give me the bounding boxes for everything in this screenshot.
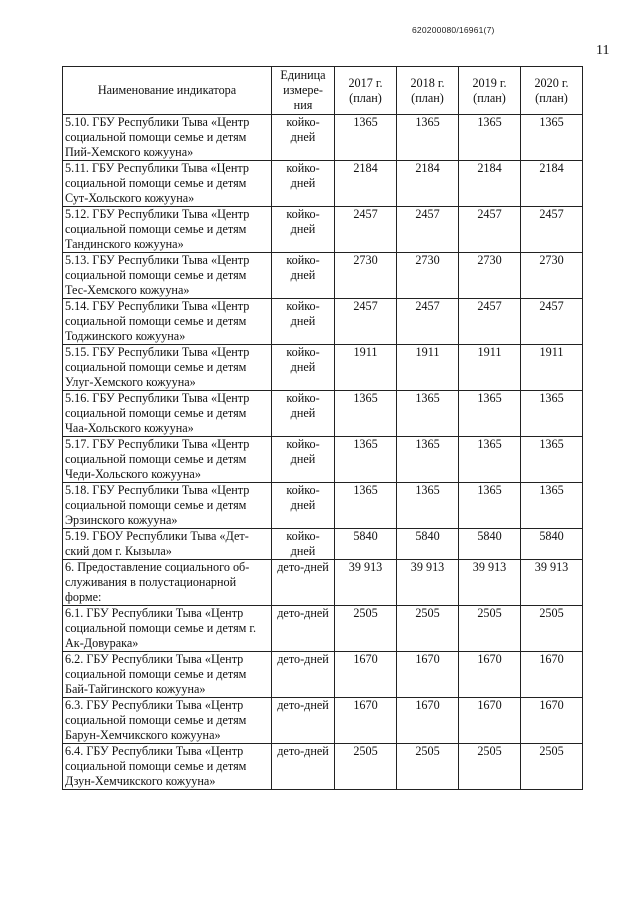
value-2018: 1670 bbox=[397, 698, 459, 744]
value-2018: 2457 bbox=[397, 207, 459, 253]
header-2018: 2018 г. (план) bbox=[397, 67, 459, 115]
indicator-name: 5.17. ГБУ Республики Тыва «Центр социальной помощи семье и детям Чеди-Хольского кожууна» bbox=[63, 437, 272, 483]
indicator-name: 5.19. ГБОУ Республики Тыва «Дет-ский дом г. Кызыла» bbox=[63, 529, 272, 560]
value-2018: 1365 bbox=[397, 483, 459, 529]
indicator-unit: дето-дней bbox=[272, 698, 335, 744]
page-number: 11 bbox=[596, 43, 610, 58]
value-2017: 1911 bbox=[335, 345, 397, 391]
value-2020: 2457 bbox=[521, 299, 583, 345]
table-row bbox=[63, 115, 583, 161]
indicator-unit: койко-дней bbox=[272, 115, 335, 161]
indicator-name: 6.2. ГБУ Республики Тыва «Центр социальной помощи семье и детям Бай-Тайгинского кожууна» bbox=[63, 652, 272, 698]
table-row bbox=[63, 529, 583, 560]
value-2020: 1365 bbox=[521, 391, 583, 437]
value-2020: 39 913 bbox=[521, 560, 583, 606]
value-2017: 1365 bbox=[335, 115, 397, 161]
value-2018: 2184 bbox=[397, 161, 459, 207]
value-2020: 2457 bbox=[521, 207, 583, 253]
indicator-name: 6. Предоставление социального об-служивания в полустационарной форме: bbox=[63, 560, 272, 606]
value-2020: 2505 bbox=[521, 744, 583, 790]
value-2018: 5840 bbox=[397, 529, 459, 560]
indicator-unit: койко-дней bbox=[272, 207, 335, 253]
value-2019: 1670 bbox=[459, 698, 521, 744]
value-2020: 1365 bbox=[521, 483, 583, 529]
value-2019: 2457 bbox=[459, 299, 521, 345]
indicator-name: 5.10. ГБУ Республики Тыва «Центр социальной помощи семье и детям Пий-Хемского кожууна» bbox=[63, 115, 272, 161]
indicator-name: 6.3. ГБУ Республики Тыва «Центр социальной помощи семье и детям Барун-Хемчикского кожууна» bbox=[63, 698, 272, 744]
header-2019: 2019 г. (план) bbox=[459, 67, 521, 115]
indicator-unit: дето-дней bbox=[272, 652, 335, 698]
value-2018: 1365 bbox=[397, 115, 459, 161]
value-2020: 1365 bbox=[521, 115, 583, 161]
value-2019: 1365 bbox=[459, 483, 521, 529]
value-2018: 39 913 bbox=[397, 560, 459, 606]
indicator-unit: койко-дней bbox=[272, 483, 335, 529]
table-row bbox=[63, 391, 583, 437]
indicator-unit: койко-дней bbox=[272, 437, 335, 483]
value-2020: 1670 bbox=[521, 698, 583, 744]
indicator-unit: койко-дней bbox=[272, 529, 335, 560]
value-2018: 2730 bbox=[397, 253, 459, 299]
value-2017: 2184 bbox=[335, 161, 397, 207]
value-2019: 1365 bbox=[459, 391, 521, 437]
value-2020: 1670 bbox=[521, 652, 583, 698]
table-row bbox=[63, 698, 583, 744]
indicator-unit: койко-дней bbox=[272, 345, 335, 391]
value-2017: 2730 bbox=[335, 253, 397, 299]
value-2017: 1365 bbox=[335, 391, 397, 437]
value-2017: 2457 bbox=[335, 207, 397, 253]
value-2020: 1911 bbox=[521, 345, 583, 391]
indicator-name: 5.11. ГБУ Республики Тыва «Центр социальной помощи семье и детям Сут-Хольского кожууна» bbox=[63, 161, 272, 207]
table-row bbox=[63, 253, 583, 299]
indicator-name: 5.14. ГБУ Республики Тыва «Центр социальной помощи семье и детям Тоджинского кожууна» bbox=[63, 299, 272, 345]
value-2019: 2505 bbox=[459, 606, 521, 652]
value-2020: 2505 bbox=[521, 606, 583, 652]
table-row bbox=[63, 345, 583, 391]
value-2017: 1365 bbox=[335, 483, 397, 529]
value-2019: 1670 bbox=[459, 652, 521, 698]
document-code: 620200080/16961(7) bbox=[412, 25, 495, 35]
indicator-unit: койко-дней bbox=[272, 161, 335, 207]
value-2018: 1670 bbox=[397, 652, 459, 698]
value-2017: 5840 bbox=[335, 529, 397, 560]
indicator-name: 5.16. ГБУ Республики Тыва «Центр социальной помощи семье и детям Чаа-Хольского кожууна» bbox=[63, 391, 272, 437]
value-2019: 5840 bbox=[459, 529, 521, 560]
indicator-unit: койко-дней bbox=[272, 253, 335, 299]
value-2017: 1365 bbox=[335, 437, 397, 483]
value-2019: 2505 bbox=[459, 744, 521, 790]
indicator-name: 6.4. ГБУ Республики Тыва «Центр социальной помощи семье и детям Дзун-Хемчикского кожууна» bbox=[63, 744, 272, 790]
value-2019: 39 913 bbox=[459, 560, 521, 606]
indicator-name: 5.15. ГБУ Республики Тыва «Центр социальной помощи семье и детям Улуг-Хемского кожууна» bbox=[63, 345, 272, 391]
value-2018: 2457 bbox=[397, 299, 459, 345]
table-row bbox=[63, 207, 583, 253]
value-2019: 2457 bbox=[459, 207, 521, 253]
table-header-row bbox=[63, 67, 583, 115]
table-row bbox=[63, 299, 583, 345]
value-2017: 1670 bbox=[335, 698, 397, 744]
indicators-table bbox=[62, 66, 583, 790]
value-2019: 1911 bbox=[459, 345, 521, 391]
value-2020: 5840 bbox=[521, 529, 583, 560]
value-2017: 2505 bbox=[335, 606, 397, 652]
header-2020: 2020 г. (план) bbox=[521, 67, 583, 115]
table-row bbox=[63, 483, 583, 529]
value-2020: 1365 bbox=[521, 437, 583, 483]
indicator-unit: койко-дней bbox=[272, 299, 335, 345]
value-2019: 2730 bbox=[459, 253, 521, 299]
value-2019: 2184 bbox=[459, 161, 521, 207]
value-2018: 1365 bbox=[397, 437, 459, 483]
table-row bbox=[63, 606, 583, 652]
value-2018: 1911 bbox=[397, 345, 459, 391]
indicator-unit: дето-дней bbox=[272, 560, 335, 606]
table-row bbox=[63, 437, 583, 483]
indicator-unit: койко-дней bbox=[272, 391, 335, 437]
header-2017: 2017 г. (план) bbox=[335, 67, 397, 115]
value-2017: 2457 bbox=[335, 299, 397, 345]
table-row bbox=[63, 560, 583, 606]
value-2020: 2184 bbox=[521, 161, 583, 207]
indicator-name: 5.18. ГБУ Республики Тыва «Центр социальной помощи семье и детям Эрзинского кожууна» bbox=[63, 483, 272, 529]
value-2018: 2505 bbox=[397, 744, 459, 790]
table-row bbox=[63, 744, 583, 790]
value-2018: 1365 bbox=[397, 391, 459, 437]
value-2019: 1365 bbox=[459, 115, 521, 161]
header-unit: Единица измере-ния bbox=[272, 67, 335, 115]
indicator-name: 6.1. ГБУ Республики Тыва «Центр социальной помощи семье и детям г. Ак-Довурака» bbox=[63, 606, 272, 652]
value-2017: 39 913 bbox=[335, 560, 397, 606]
value-2018: 2505 bbox=[397, 606, 459, 652]
value-2020: 2730 bbox=[521, 253, 583, 299]
value-2017: 1670 bbox=[335, 652, 397, 698]
header-indicator-name: Наименование индикатора bbox=[63, 67, 272, 115]
value-2017: 2505 bbox=[335, 744, 397, 790]
value-2019: 1365 bbox=[459, 437, 521, 483]
indicator-name: 5.13. ГБУ Республики Тыва «Центр социальной помощи семье и детям Тес-Хемского кожууна» bbox=[63, 253, 272, 299]
table-row bbox=[63, 161, 583, 207]
indicator-name: 5.12. ГБУ Республики Тыва «Центр социальной помощи семье и детям Тандинского кожууна» bbox=[63, 207, 272, 253]
table-row bbox=[63, 652, 583, 698]
indicator-unit: дето-дней bbox=[272, 606, 335, 652]
indicator-unit: дето-дней bbox=[272, 744, 335, 790]
